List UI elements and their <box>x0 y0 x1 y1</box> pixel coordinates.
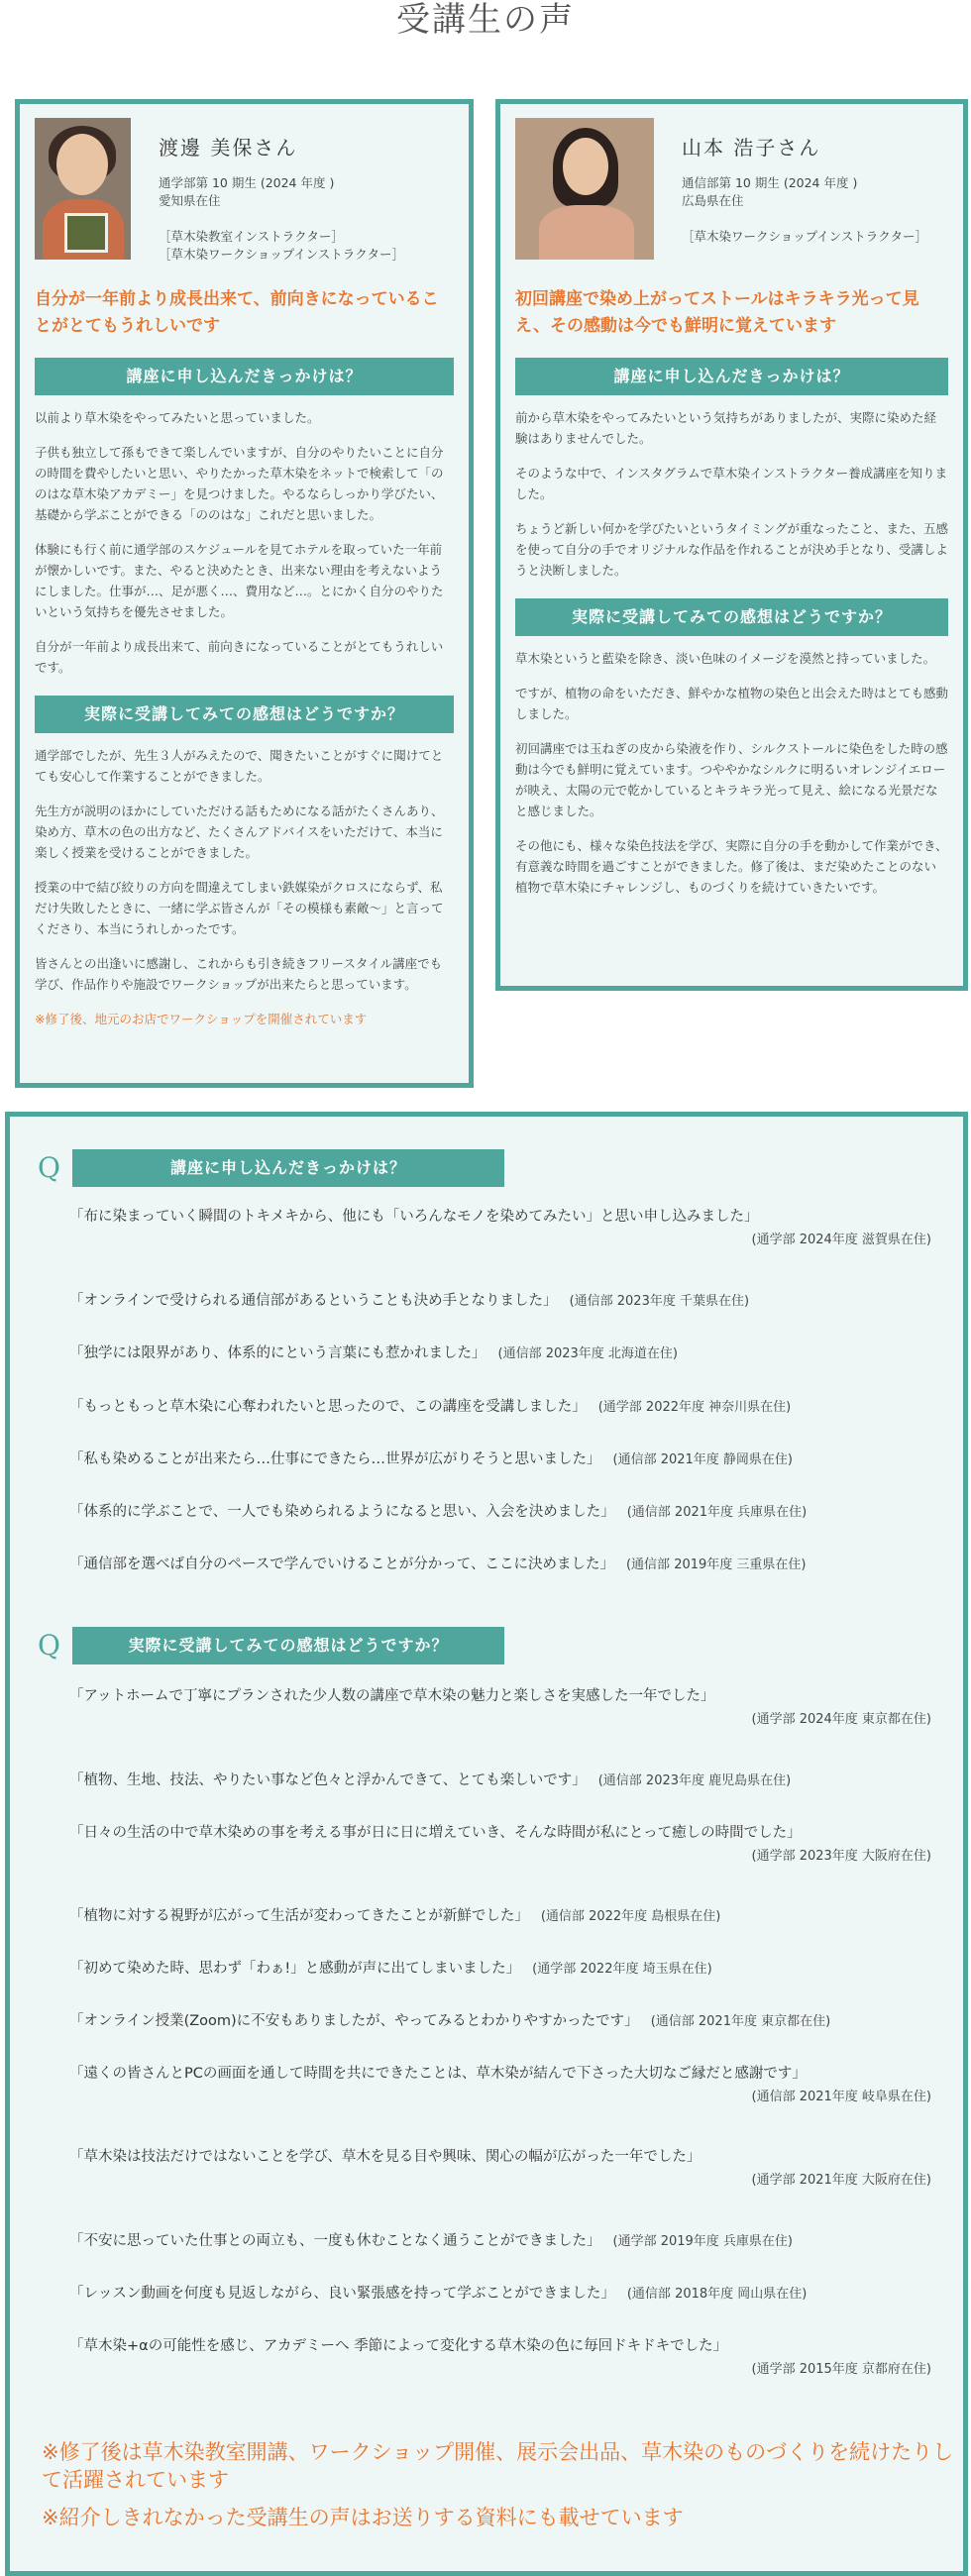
profile-meta-line: 通学部第 10 期生 (2024 年度 ) <box>159 175 335 190</box>
paragraph: ちょうど新しい何かを学びたいというタイミングが重なったこと、また、五感を使って自分の手でオリジナルな作品を作れることが決め手となり、受講しようと決断しました。 <box>515 521 949 578</box>
footer-note: ※修了後は草木染教室開講、ワークショップ開催、展示会出品、草木染のものづくりを続けたりして活躍されています <box>42 2440 954 2492</box>
q-mark: Q <box>38 1629 60 1662</box>
quote-item <box>69 2064 931 2107</box>
quote-source: (通信部 2023年度 北海道在住) <box>497 1346 678 1361</box>
qa-heading-impression <box>38 1627 504 1664</box>
quote-item <box>69 1906 931 1927</box>
quote-item <box>69 2231 931 2252</box>
quote-source: (通学部 2022年度 埼玉県在住) <box>532 1962 712 1977</box>
quote-item <box>69 1823 931 1867</box>
profile-meta <box>159 174 404 210</box>
qa-heading-motivation <box>38 1149 504 1187</box>
quote-text: 「布に染まっていく瞬間のトキメキから、他にも「いろんなモノを染めてみたい」と思い申し込みました」 <box>69 1209 759 1225</box>
quote-text: 「日々の生活の中で草木染めの事を考える事が日に日に増えていき、そんな時間が私にとって癒しの時間でした」 <box>69 1825 802 1841</box>
quote-item <box>69 2284 931 2305</box>
quote-source: (通学部 2024年度 東京都在住) <box>751 1712 931 1727</box>
paragraph: 初回講座では玉ねぎの皮から染液を作り、シルクストールに染色をした時の感動は今でも鮮明に覚えています。つややかなシルクに明るいオレンジイエローが映え、太陽の元で乾かしているとキラキラ光って見え、絵になる光景だなと感じました。 <box>515 741 948 818</box>
quote-source: (通学部 2015年度 京都府在住) <box>751 2362 931 2377</box>
quote-source: (通学部 2022年度 神奈川県在住) <box>597 1400 792 1415</box>
quote-text: 「初めて染めた時、思わず「わぁ!」と感動が声に出てしまいました」 <box>69 1961 521 1977</box>
quote-text: 「不安に思っていた仕事との両立も、一度も休むことなく通うことができました」 <box>69 2233 601 2249</box>
paragraph: 前から草木染をやってみたいという気持ちがありましたが、実際に染めた経験はありませんでした。 <box>515 410 937 446</box>
quote-text: 「オンライン授業(Zoom)に不安もありましたが、やってみるとわかりやすかったです」 <box>69 2013 639 2029</box>
section-title-motivation: 講座に申し込んだきっかけは？ <box>35 358 454 395</box>
quote-source: (通信部 2021年度 東京都在住) <box>650 2014 831 2029</box>
quote-text: 「草木染は技法だけではないことを学び、草木を見る目や興味、関心の幅が広がった一年でした」 <box>69 2149 701 2165</box>
section-title-impression: 実際に受講してみての感想はどうですか？ <box>35 696 454 733</box>
card-header <box>515 118 948 267</box>
testimonial-card-yamamoto <box>495 99 968 991</box>
card-headline: 自分が一年前より成長出来て、前向きになっていることがとてもうれしいです <box>35 289 439 336</box>
paragraph: ですが、植物の命をいただき、鮮やかな植物の染色と出会えた時はとても感動しました。 <box>515 686 949 721</box>
qa-section <box>5 1112 968 2576</box>
profile-roles <box>682 228 927 246</box>
paragraph: 体験にも行く前に通学部のスケジュールを見てホテルを取っていた一年前が懐かしいです。また、やると決めたとき、出来ない理由を考えないようにしました。仕事が…、足が悪く…、費用など…。とにかく自分のやりたいという気持ちを優先させました。 <box>35 542 444 619</box>
page-title: 受講生の声 <box>396 0 575 40</box>
quote-item <box>69 1291 931 1312</box>
paragraph: 皆さんとの出逢いに感謝し、これからも引き続きフリースタイル講座でも学び、作品作りや施設でワークショップが出来たらと思っています。 <box>35 956 443 992</box>
card-profile <box>682 118 927 246</box>
quote-item <box>69 1502 931 1523</box>
qa-heading-label: 講座に申し込んだきっかけは？ <box>72 1149 504 1187</box>
quote-text: 「レッスン動画を何度も見返しながら、良い緊張感を持って学ぶことができました」 <box>69 2286 615 2302</box>
quote-text: 「植物、生地、技法、やりたい事など色々と浮かんできて、とても楽しいです」 <box>69 1772 587 1788</box>
quote-text: 「通信部を選べば自分のペースで学んでいけることが分かって、ここに決めました」 <box>69 1556 614 1572</box>
quote-text: 「体系的に学ぶことで、一人でも染められるようになると思い、入会を決めました」 <box>69 1504 615 1520</box>
quote-item <box>69 1959 931 1980</box>
profile-role: ［草木染ワークショップインストラクター］ <box>159 247 405 262</box>
quote-text: 「もっともっと草木染に心奪われたいと思ったので、この講座を受講しました」 <box>69 1399 587 1415</box>
quote-text: 「アットホームで丁寧にプランされた少人数の講座で草木染の魅力と楽しさを実感した一年でした」 <box>69 1688 715 1704</box>
footer-note: ※紹介しきれなかった受講生の声はお送りする資料にも載せています <box>42 2506 684 2529</box>
paragraph: 授業の中で結び絞りの方向を間違えてしまい鉄媒染がクロスにならず、私だけ失敗したときに、一緒に学ぶ皆さんが「その模様も素敵〜」と言ってくださり、本当にうれしかったです。 <box>35 880 444 936</box>
portrait-photo-icon <box>35 118 131 260</box>
card-headline: 初回講座で染め上がってストールはキラキラ光って見え、その感動は今でも鮮明に覚えています <box>515 289 919 336</box>
quote-item <box>69 1771 931 1791</box>
profile-roles <box>159 228 404 264</box>
profile-meta-line: 広島県在住 <box>682 193 744 208</box>
paragraph: 自分が一年前より成長出来て、前向きになっていることがとてもうれしいです。 <box>35 639 444 675</box>
person-name: 山本 浩子さん <box>682 136 821 160</box>
card-header <box>35 118 454 267</box>
quote-item <box>69 1397 931 1418</box>
quote-item <box>69 2011 931 2032</box>
quote-source: (通信部 2022年度 島根県在住) <box>540 1909 721 1924</box>
quote-text: 「遠くの皆さんとPCの画面を通して時間を共にできたことは、草木染が結んで下さった大切なご縁だと感謝です」 <box>69 2066 807 2082</box>
paragraph: その他にも、様々な染色技法を学び、実際に自分の手を動かして作業ができ、有意義な時間を過ごすことができました。修了後は、まだ染めたことのない植物で草木染にチャレンジし、ものづくりを続けていきたいです。 <box>515 838 948 895</box>
q-mark: Q <box>38 1151 60 1184</box>
quote-source: (通学部 2019年度 兵庫県在住) <box>612 2234 793 2249</box>
profile-meta-line: 愛知県在住 <box>159 193 221 208</box>
section-title-impression: 実際に受講してみての感想はどうですか？ <box>515 598 948 636</box>
paragraph: 子供も独立して孫もできて楽しんでいますが、自分のやりたいことに自分の時間を費やしたいと思い、やりたかった草木染をネットで検索して「ののはな草木染アカデミー」を見つけました。やるならしっかり学びたい、基礎から学ぶことができる「ののはな」これだと思いました。 <box>35 445 444 522</box>
quote-text: 「独学には限界があり、体系的にという言葉にも惹かれました」 <box>69 1345 486 1361</box>
quote-source: (通信部 2019年度 三重県在住) <box>625 1557 807 1572</box>
quote-item <box>69 1207 931 1250</box>
quote-source: (通学部 2021年度 大阪府在住) <box>751 2173 931 2188</box>
paragraph: 先生方が説明のほかにしていただける話もためになる話がたくさんあり、染め方、草木の色の出方など、たくさんアドバイスをいただけて、本当に楽しく授業を受けることができました。 <box>35 804 444 860</box>
paragraph: 通学部でしたが、先生３人がみえたので、聞きたいことがすぐに聞けてとても安心して作業することができました。 <box>35 748 444 784</box>
paragraph: 草木染というと藍染を除き、淡い色味のイメージを漠然と持っていました。 <box>515 651 936 666</box>
quote-source: (通信部 2023年度 鹿児島県在住) <box>597 1773 792 1788</box>
quote-source: (通信部 2018年度 岡山県在住) <box>626 2287 808 2302</box>
person-name: 渡邊 美保さん <box>159 136 298 160</box>
card-profile <box>159 118 404 264</box>
profile-role: ［草木染ワークショップインストラクター］ <box>682 229 928 244</box>
profile-meta <box>682 174 927 210</box>
quote-item <box>69 1686 931 1730</box>
quote-item <box>69 2147 931 2191</box>
quote-item <box>69 1555 931 1575</box>
quote-text: 「私も染めることが出来たら…仕事にできたら…世界が広がりそうと思いました」 <box>69 1451 601 1467</box>
profile-meta-line: 通信部第 10 期生 (2024 年度 ) <box>682 175 858 190</box>
quote-text: 「草木染+αの可能性を感じ、アカデミーへ 季節によって変化する草木染の色に毎回ドキドキでした」 <box>69 2338 728 2354</box>
quote-text: 「植物に対する視野が広がって生活が変わってきたことが新鮮でした」 <box>69 1908 529 1924</box>
quote-source: (通信部 2021年度 静岡県在住) <box>612 1452 793 1467</box>
quote-item <box>69 2336 931 2380</box>
quote-item <box>69 1449 931 1470</box>
quote-source: (通信部 2021年度 兵庫県在住) <box>626 1505 808 1520</box>
quote-text: 「オンラインで受けられる通信部があるということも決め手となりました」 <box>69 1293 558 1309</box>
profile-role: ［草木染教室インストラクター］ <box>159 229 344 244</box>
quote-item <box>69 1343 931 1364</box>
quote-source: (通学部 2024年度 滋賀県在住) <box>751 1233 931 1247</box>
paragraph: 以前より草木染をやってみたいと思っていました。 <box>35 410 320 425</box>
section-title-motivation: 講座に申し込んだきっかけは？ <box>515 358 948 395</box>
quote-source: (通学部 2023年度 大阪府在住) <box>751 1849 931 1864</box>
quote-source: (通信部 2021年度 岐阜県在住) <box>751 2090 931 2104</box>
qa-heading-label: 実際に受講してみての感想はどうですか？ <box>72 1627 504 1664</box>
quote-source: (通信部 2023年度 千葉県在住) <box>569 1294 750 1309</box>
paragraph: そのような中で、インスタグラムで草木染インストラクター養成講座を知りました。 <box>515 466 948 501</box>
testimonial-card-watanabe <box>15 99 474 1088</box>
portrait-photo-icon <box>515 118 654 260</box>
card-note: ※修了後、地元のお店でワークショップを開催されています <box>35 1012 368 1026</box>
